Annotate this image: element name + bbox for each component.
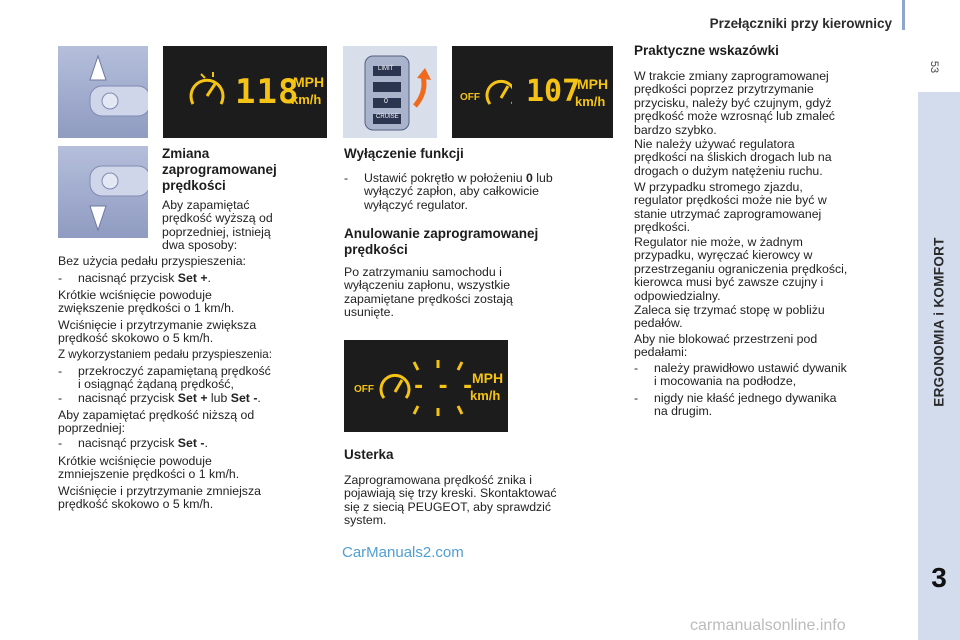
- cruise-control-switch-illustration: [343, 46, 437, 138]
- intro-paragraph: [162, 199, 332, 253]
- list-item-nigdy: - nigdy nie kłaść jednego dywanika na drugim.: [634, 391, 837, 419]
- heading-line: zaprogramowanej: [162, 162, 277, 177]
- text-line: Regulator nie może, w żadnym: [634, 235, 803, 249]
- heading-zmiana: [162, 146, 332, 194]
- header-rule: [902, 0, 905, 30]
- text-line: poprzedniej, istnieją: [162, 224, 271, 239]
- display-unit-mph: MPH: [472, 370, 504, 386]
- display-unit-mph: MPH: [293, 74, 325, 90]
- button-name-set-minus: Set -: [177, 436, 205, 450]
- text-line: odpowiedzialny.: [634, 288, 721, 303]
- paragraph-zaleca: [634, 304, 909, 331]
- text-line: pojawiają się trzy kreski. Skontaktować: [344, 486, 557, 501]
- text-line: W przypadku stromego zjazdu,: [634, 180, 803, 194]
- text: .: [207, 271, 211, 285]
- display-off-label: OFF: [354, 384, 374, 395]
- text-line: dwa sposoby:: [162, 238, 238, 253]
- text-line: regulator prędkości może nie być w: [634, 193, 827, 208]
- page-number: 53: [928, 60, 940, 74]
- text: lub: [207, 391, 231, 405]
- text-line: Aby zapamiętać: [162, 198, 250, 212]
- chapter-side-tab-label-wrap: [918, 92, 960, 552]
- paragraph-nizsza: [58, 409, 338, 436]
- display-speed-digits-107: 107: [526, 74, 581, 109]
- text-line: kierowca musi być zawsze czujny i: [634, 275, 824, 290]
- lever-up-illustration: [58, 46, 148, 138]
- text-line: Zaleca się trzymać stopę w pobliżu: [634, 303, 825, 317]
- display-unit-kmh: km/h: [470, 388, 501, 403]
- text-line: Wciśnięcie i przytrzymanie zwiększa: [58, 318, 257, 332]
- button-name-set-plus: Set +: [177, 391, 208, 405]
- watermark-carmanualsonline: carmanualsonline.info: [690, 617, 846, 634]
- paragraph-regulator: [634, 236, 914, 303]
- display-unit-kmh: km/h: [575, 94, 606, 109]
- list-item-set-plus-minus: - nacisnąć przycisk Set + lub Set -.: [58, 391, 261, 405]
- dashboard-display-off-107: [452, 46, 613, 138]
- blink-rays-icon: [344, 340, 508, 432]
- paragraph-po-zatrzymaniu: [344, 266, 619, 320]
- paragraph-aby-nie: [634, 333, 909, 360]
- text-line: przekroczyć zapamiętaną prędkość: [78, 364, 271, 378]
- switch-label-limit: LIMIT: [378, 66, 394, 72]
- position-zero: 0: [526, 171, 533, 185]
- text-line: wyłączyć zapłon, aby całkowicie: [364, 184, 539, 199]
- text-line: usunięte.: [344, 305, 394, 320]
- paragraph-z-wykorzystaniem: Z wykorzystaniem pedału przyspieszenia:: [58, 348, 272, 361]
- heading-line: Anulowanie zaprogramowanej: [344, 226, 539, 241]
- chapter-label: ERGONOMIA i KOMFORT: [931, 237, 947, 407]
- text-line: Aby zapamiętać prędkość niższą od: [58, 408, 255, 422]
- heading-praktyczne: Praktyczne wskazówki: [634, 43, 779, 58]
- paragraph-zaprogramowana: [344, 474, 624, 528]
- text-line: Aby nie blokować przestrzeni pod: [634, 332, 818, 346]
- text-line: Krótkie wciśnięcie powoduje: [58, 288, 212, 302]
- text-line: i osiągnąć żądaną prędkość,: [78, 377, 234, 392]
- text-line: wyłączyć regulator.: [364, 197, 468, 212]
- paragraph-w-trakcie: [634, 70, 909, 137]
- text-line: W trakcie zmiany zaprogramowanej: [634, 69, 829, 83]
- text: nacisnąć przycisk: [78, 436, 178, 450]
- heading-anulowanie: [344, 226, 619, 258]
- text-line: należy prawidłowo ustawić dywanik: [654, 361, 847, 375]
- text-line: wyłączeniu zapłonu, wszystkie: [344, 278, 511, 293]
- paragraph-krotkie-1: [58, 289, 338, 316]
- text: .: [257, 391, 261, 405]
- display-speed-digits: 118: [235, 72, 300, 112]
- display-unit-kmh: km/h: [291, 92, 322, 107]
- text-line: zmniejszenie prędkości o 1 km/h.: [58, 467, 240, 482]
- text-line: przestrzeganiu ograniczenia prędkości,: [634, 261, 848, 276]
- arrow-down-icon: [90, 206, 106, 230]
- text: nacisnąć przycisk: [78, 391, 178, 405]
- paragraph-krotkie-2: [58, 455, 338, 482]
- text-line: zapamiętane prędkości zostają: [344, 291, 513, 306]
- text-line: Po zatrzymaniu samochodu i: [344, 265, 502, 279]
- arrow-up-icon: [90, 56, 106, 80]
- list-item-ustawic: - Ustawić pokrętło w położeniu 0 lub wyłączyć zapłon, aby całkowicie wyłączyć regulator.: [344, 171, 553, 212]
- text: .: [204, 436, 208, 450]
- button-name-set-plus: Set +: [177, 271, 208, 285]
- text-line: i mocowania na podłodze,: [654, 374, 797, 389]
- text-line: się z siecią PEUGEOT, aby sprawdzić: [344, 499, 552, 514]
- paragraph-wcisniecie-2: [58, 485, 338, 512]
- list-item-set-plus: - nacisnąć przycisk Set +.: [58, 271, 211, 285]
- steering-lever-image-down: [58, 146, 148, 238]
- heading-line: prędkości: [344, 242, 408, 257]
- text-line: Nie należy używać regulatora: [634, 137, 795, 151]
- text-line: prędkość skokowo o 5 km/h.: [58, 331, 214, 346]
- paragraph-w-przypadku: [634, 181, 909, 235]
- text-line: prędkość może wzrosnąć lub zmaleć: [634, 109, 835, 124]
- switch-label-zero: 0: [384, 98, 388, 105]
- speedometer-icon-off: [452, 46, 512, 138]
- text-line: prędkości.: [634, 220, 691, 235]
- text: Ustawić pokrętło w położeniu: [364, 171, 526, 185]
- lever-down-illustration: [58, 146, 148, 238]
- display-dashes: - - -: [412, 374, 474, 399]
- text-line: stanie utrzymać zaprogramowanej: [634, 206, 822, 221]
- text-line: Krótkie wciśnięcie powoduje: [58, 454, 212, 468]
- list-item-set-minus: - nacisnąć przycisk Set -.: [58, 436, 208, 450]
- text-line: zwiększenie prędkości o 1 km/h.: [58, 301, 235, 316]
- cruise-switch-image: [343, 46, 437, 138]
- text-line: prędkość wyższą od: [162, 211, 273, 226]
- text-line: przycisku, należy być czujnym, gdyż: [634, 95, 832, 110]
- text-line: Zaprogramowana prędkość znika i: [344, 473, 532, 487]
- switch-label-cruise: CRUISE: [376, 114, 399, 120]
- text-line: prędkości na śliskich drogach lub na: [634, 150, 832, 165]
- paragraph-bez-uzycia: Bez użycia pedału przyspieszenia:: [58, 254, 246, 268]
- display-unit-mph: MPH: [577, 76, 609, 92]
- text-line: Wciśnięcie i przytrzymanie zmniejsza: [58, 484, 261, 498]
- text-line: prędkość skokowo o 5 km/h.: [58, 497, 214, 512]
- display-off-label: OFF: [460, 92, 480, 103]
- text: nacisnąć przycisk: [78, 271, 178, 285]
- paragraph-nie-nalezy: [634, 138, 909, 178]
- paragraph-wcisniecie-1: [58, 319, 338, 346]
- text: lub: [532, 171, 553, 185]
- heading-usterka: Usterka: [344, 447, 394, 462]
- text-line: drogach o dużym natężeniu ruchu.: [634, 163, 823, 178]
- heading-line: prędkości: [162, 178, 226, 193]
- heading-wylaczenie: Wyłączenie funkcji: [344, 146, 464, 161]
- text-line: przypadku, wyręczać kierowcy w: [634, 248, 813, 263]
- heading-line: Zmiana: [162, 146, 210, 161]
- button-name-set-minus: Set -: [230, 391, 258, 405]
- text-line: system.: [344, 513, 387, 528]
- text-line: na drugim.: [654, 404, 713, 419]
- rotation-arrow-icon: [415, 76, 424, 106]
- text-line: nigdy nie kłaść jednego dywanika: [654, 391, 837, 405]
- chapter-number: 3: [931, 562, 947, 593]
- text-line: bardzo szybko.: [634, 122, 717, 137]
- page-header-title: Przełączniki przy kierownicy: [709, 16, 892, 31]
- text-line: pedałów.: [634, 316, 683, 331]
- dashboard-display-off-dashes: [344, 340, 508, 432]
- list-item-przekroczyc: - przekroczyć zapamiętaną prędkość i osiągnąć żądaną prędkość,: [58, 364, 271, 392]
- text-line: pedałami:: [634, 345, 688, 360]
- list-item-dywanik: - należy prawidłowo ustawić dywanik i mocowania na podłodze,: [634, 361, 847, 389]
- text-line: poprzedniej:: [58, 421, 125, 436]
- steering-lever-image-up: [58, 46, 148, 138]
- watermark-carmanuals2: CarManuals2.com: [342, 544, 464, 561]
- text-line: prędkości poprzez przytrzymanie: [634, 82, 814, 97]
- dashboard-display-118: [163, 46, 327, 138]
